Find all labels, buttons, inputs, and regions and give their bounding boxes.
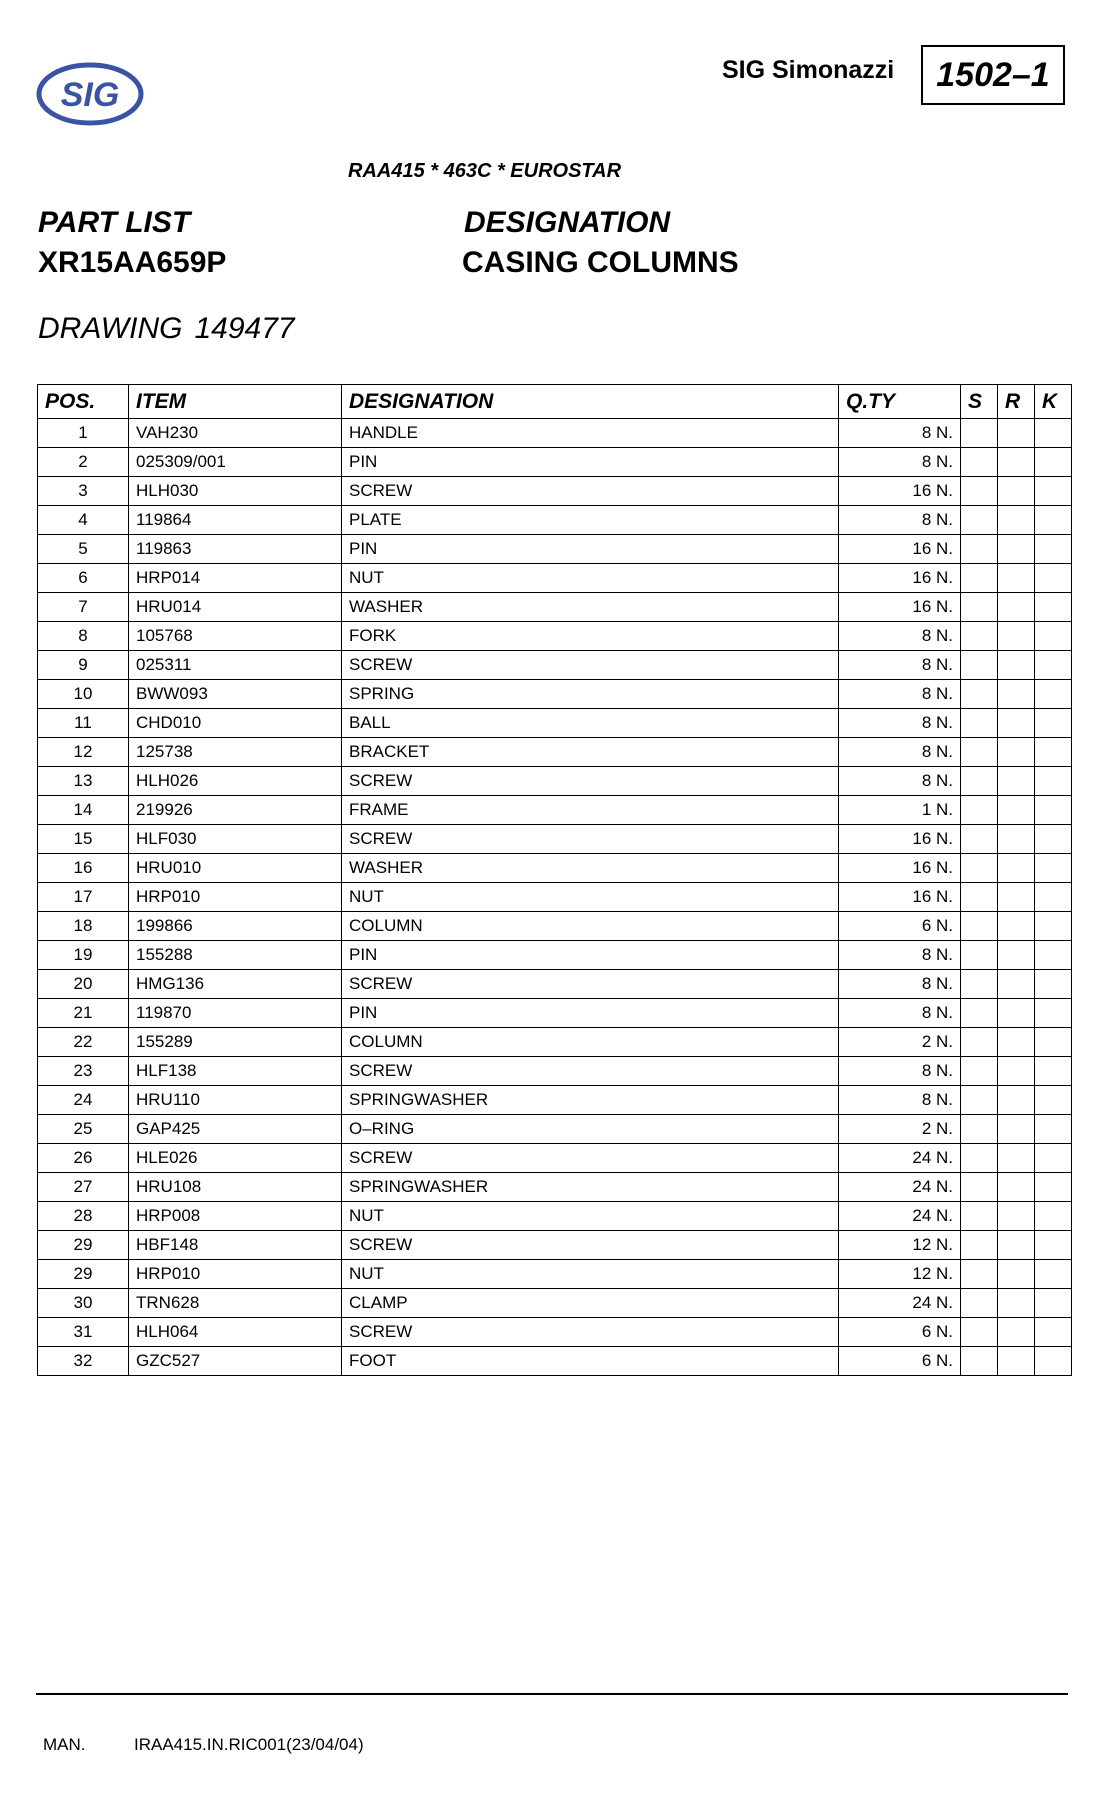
cell-pos: 29 bbox=[38, 1231, 129, 1260]
cell-s bbox=[961, 651, 998, 680]
cell-item: HLH064 bbox=[129, 1318, 342, 1347]
cell-r bbox=[998, 535, 1035, 564]
cell-k bbox=[1035, 999, 1072, 1028]
cell-designation: BALL bbox=[342, 709, 839, 738]
cell-designation: SCREW bbox=[342, 825, 839, 854]
cell-k bbox=[1035, 1115, 1072, 1144]
cell-qty: 8 N. bbox=[839, 419, 961, 448]
cell-qty: 12 N. bbox=[839, 1231, 961, 1260]
cell-item: 025311 bbox=[129, 651, 342, 680]
cell-qty: 8 N. bbox=[839, 999, 961, 1028]
table-row bbox=[38, 651, 1072, 680]
cell-k bbox=[1035, 1260, 1072, 1289]
table-row bbox=[38, 825, 1072, 854]
drawing-label: DRAWING bbox=[38, 312, 183, 345]
cell-qty: 6 N. bbox=[839, 1318, 961, 1347]
footer-man-label: MAN. bbox=[43, 1735, 86, 1754]
cell-qty: 8 N. bbox=[839, 651, 961, 680]
cell-designation: SCREW bbox=[342, 1231, 839, 1260]
cell-s bbox=[961, 1115, 998, 1144]
cell-qty: 24 N. bbox=[839, 1289, 961, 1318]
cell-pos: 25 bbox=[38, 1115, 129, 1144]
cell-designation: NUT bbox=[342, 883, 839, 912]
cell-pos: 19 bbox=[38, 941, 129, 970]
table-row bbox=[38, 709, 1072, 738]
cell-item: 119863 bbox=[129, 535, 342, 564]
table-row bbox=[38, 680, 1072, 709]
cell-k bbox=[1035, 709, 1072, 738]
cell-item: HLH026 bbox=[129, 767, 342, 796]
cell-designation: NUT bbox=[342, 564, 839, 593]
cell-s bbox=[961, 680, 998, 709]
cell-item: HLH030 bbox=[129, 477, 342, 506]
table-row bbox=[38, 1144, 1072, 1173]
cell-designation: WASHER bbox=[342, 593, 839, 622]
cell-s bbox=[961, 1144, 998, 1173]
table-row bbox=[38, 1318, 1072, 1347]
cell-qty: 8 N. bbox=[839, 709, 961, 738]
cell-k bbox=[1035, 796, 1072, 825]
cell-s bbox=[961, 419, 998, 448]
cell-k bbox=[1035, 651, 1072, 680]
cell-qty: 8 N. bbox=[839, 767, 961, 796]
cell-s bbox=[961, 506, 998, 535]
parts-table-body bbox=[38, 419, 1072, 1376]
cell-pos: 29 bbox=[38, 1260, 129, 1289]
table-row bbox=[38, 738, 1072, 767]
cell-s bbox=[961, 883, 998, 912]
cell-item: HBF148 bbox=[129, 1231, 342, 1260]
cell-r bbox=[998, 970, 1035, 999]
cell-item: HMG136 bbox=[129, 970, 342, 999]
cell-item: 199866 bbox=[129, 912, 342, 941]
cell-k bbox=[1035, 477, 1072, 506]
cell-item: 155288 bbox=[129, 941, 342, 970]
footer-divider bbox=[36, 1693, 1068, 1695]
cell-k bbox=[1035, 1202, 1072, 1231]
cell-s bbox=[961, 1173, 998, 1202]
cell-s bbox=[961, 796, 998, 825]
cell-s bbox=[961, 477, 998, 506]
cell-r bbox=[998, 1202, 1035, 1231]
table-row bbox=[38, 941, 1072, 970]
cell-r bbox=[998, 1173, 1035, 1202]
cell-item: HLE026 bbox=[129, 1144, 342, 1173]
cell-designation: COLUMN bbox=[342, 912, 839, 941]
cell-item: CHD010 bbox=[129, 709, 342, 738]
table-row bbox=[38, 1289, 1072, 1318]
table-header-row bbox=[38, 385, 1072, 419]
header-item: ITEM bbox=[129, 385, 342, 419]
cell-pos: 27 bbox=[38, 1173, 129, 1202]
cell-s bbox=[961, 593, 998, 622]
cell-k bbox=[1035, 854, 1072, 883]
cell-r bbox=[998, 912, 1035, 941]
cell-pos: 1 bbox=[38, 419, 129, 448]
cell-k bbox=[1035, 448, 1072, 477]
table-row bbox=[38, 796, 1072, 825]
cell-r bbox=[998, 999, 1035, 1028]
header-k: K bbox=[1035, 385, 1072, 419]
cell-designation: SCREW bbox=[342, 1144, 839, 1173]
cell-qty: 24 N. bbox=[839, 1173, 961, 1202]
header-r: R bbox=[998, 385, 1035, 419]
cell-k bbox=[1035, 593, 1072, 622]
cell-designation: SCREW bbox=[342, 651, 839, 680]
cell-s bbox=[961, 767, 998, 796]
cell-qty: 2 N. bbox=[839, 1028, 961, 1057]
cell-k bbox=[1035, 767, 1072, 796]
table-row bbox=[38, 970, 1072, 999]
cell-r bbox=[998, 738, 1035, 767]
cell-designation: SPRINGWASHER bbox=[342, 1086, 839, 1115]
cell-qty: 24 N. bbox=[839, 1202, 961, 1231]
cell-k bbox=[1035, 1144, 1072, 1173]
cell-item: 219926 bbox=[129, 796, 342, 825]
cell-item: GAP425 bbox=[129, 1115, 342, 1144]
cell-pos: 16 bbox=[38, 854, 129, 883]
designation-label: DESIGNATION bbox=[464, 206, 671, 239]
header-pos: POS. bbox=[38, 385, 129, 419]
cell-s bbox=[961, 1318, 998, 1347]
cell-item: HRU014 bbox=[129, 593, 342, 622]
cell-item: 119864 bbox=[129, 506, 342, 535]
table-row bbox=[38, 1347, 1072, 1376]
table-row bbox=[38, 535, 1072, 564]
table-row bbox=[38, 1202, 1072, 1231]
cell-s bbox=[961, 912, 998, 941]
cell-s bbox=[961, 622, 998, 651]
header-designation: DESIGNATION bbox=[342, 385, 839, 419]
cell-item: HRP008 bbox=[129, 1202, 342, 1231]
cell-r bbox=[998, 941, 1035, 970]
table-row bbox=[38, 1086, 1072, 1115]
cell-designation: PIN bbox=[342, 535, 839, 564]
drawing-number: 149477 bbox=[194, 312, 295, 345]
table-row bbox=[38, 477, 1072, 506]
cell-pos: 9 bbox=[38, 651, 129, 680]
cell-item: 105768 bbox=[129, 622, 342, 651]
cell-s bbox=[961, 1057, 998, 1086]
logo-text: SIG bbox=[60, 76, 120, 114]
company-name: SIG Simonazzi bbox=[722, 56, 895, 84]
cell-pos: 30 bbox=[38, 1289, 129, 1318]
cell-r bbox=[998, 854, 1035, 883]
cell-item: HRP010 bbox=[129, 1260, 342, 1289]
table-row bbox=[38, 622, 1072, 651]
cell-item: 025309/001 bbox=[129, 448, 342, 477]
cell-s bbox=[961, 535, 998, 564]
cell-designation: COLUMN bbox=[342, 1028, 839, 1057]
cell-k bbox=[1035, 1231, 1072, 1260]
cell-pos: 28 bbox=[38, 1202, 129, 1231]
cell-s bbox=[961, 970, 998, 999]
page-number-box bbox=[921, 45, 1065, 105]
cell-item: BWW093 bbox=[129, 680, 342, 709]
cell-designation: HANDLE bbox=[342, 419, 839, 448]
table-row bbox=[38, 1115, 1072, 1144]
cell-item: HRU010 bbox=[129, 854, 342, 883]
table-row bbox=[38, 506, 1072, 535]
cell-pos: 3 bbox=[38, 477, 129, 506]
cell-r bbox=[998, 1028, 1035, 1057]
cell-designation: FRAME bbox=[342, 796, 839, 825]
cell-r bbox=[998, 883, 1035, 912]
cell-pos: 14 bbox=[38, 796, 129, 825]
table-row bbox=[38, 1173, 1072, 1202]
cell-designation: CLAMP bbox=[342, 1289, 839, 1318]
cell-qty: 16 N. bbox=[839, 535, 961, 564]
cell-qty: 8 N. bbox=[839, 941, 961, 970]
cell-r bbox=[998, 506, 1035, 535]
cell-r bbox=[998, 825, 1035, 854]
cell-s bbox=[961, 941, 998, 970]
cell-designation: PIN bbox=[342, 999, 839, 1028]
cell-pos: 5 bbox=[38, 535, 129, 564]
cell-pos: 24 bbox=[38, 1086, 129, 1115]
cell-qty: 6 N. bbox=[839, 912, 961, 941]
table-row bbox=[38, 1231, 1072, 1260]
header-s: S bbox=[961, 385, 998, 419]
cell-pos: 12 bbox=[38, 738, 129, 767]
cell-designation: FOOT bbox=[342, 1347, 839, 1376]
cell-qty: 1 N. bbox=[839, 796, 961, 825]
cell-r bbox=[998, 1347, 1035, 1376]
cell-k bbox=[1035, 825, 1072, 854]
cell-qty: 16 N. bbox=[839, 593, 961, 622]
cell-item: 119870 bbox=[129, 999, 342, 1028]
cell-k bbox=[1035, 1318, 1072, 1347]
cell-qty: 12 N. bbox=[839, 1260, 961, 1289]
cell-qty: 16 N. bbox=[839, 883, 961, 912]
cell-designation: PLATE bbox=[342, 506, 839, 535]
cell-qty: 8 N. bbox=[839, 738, 961, 767]
cell-s bbox=[961, 854, 998, 883]
cell-designation: SPRING bbox=[342, 680, 839, 709]
model-line: RAA415 * 463C * EUROSTAR bbox=[348, 160, 622, 182]
cell-pos: 23 bbox=[38, 1057, 129, 1086]
cell-designation: WASHER bbox=[342, 854, 839, 883]
cell-r bbox=[998, 1318, 1035, 1347]
cell-pos: 15 bbox=[38, 825, 129, 854]
part-list-label: PART LIST bbox=[38, 206, 191, 239]
cell-s bbox=[961, 999, 998, 1028]
cell-s bbox=[961, 1086, 998, 1115]
cell-k bbox=[1035, 912, 1072, 941]
cell-designation: SCREW bbox=[342, 1318, 839, 1347]
cell-qty: 2 N. bbox=[839, 1115, 961, 1144]
cell-qty: 6 N. bbox=[839, 1347, 961, 1376]
cell-r bbox=[998, 796, 1035, 825]
cell-k bbox=[1035, 506, 1072, 535]
drawing-line bbox=[38, 312, 295, 346]
cell-r bbox=[998, 564, 1035, 593]
cell-item: HRU108 bbox=[129, 1173, 342, 1202]
cell-s bbox=[961, 1289, 998, 1318]
cell-item: HRP010 bbox=[129, 883, 342, 912]
cell-r bbox=[998, 1231, 1035, 1260]
cell-r bbox=[998, 1115, 1035, 1144]
cell-qty: 16 N. bbox=[839, 854, 961, 883]
cell-k bbox=[1035, 738, 1072, 767]
table-row bbox=[38, 912, 1072, 941]
cell-item: TRN628 bbox=[129, 1289, 342, 1318]
cell-qty: 8 N. bbox=[839, 1086, 961, 1115]
cell-designation: SCREW bbox=[342, 1057, 839, 1086]
cell-r bbox=[998, 1289, 1035, 1318]
page-number: 1502–1 bbox=[936, 55, 1050, 94]
cell-k bbox=[1035, 1173, 1072, 1202]
table-row bbox=[38, 999, 1072, 1028]
cell-k bbox=[1035, 1028, 1072, 1057]
cell-designation: SCREW bbox=[342, 477, 839, 506]
cell-qty: 16 N. bbox=[839, 477, 961, 506]
cell-r bbox=[998, 767, 1035, 796]
cell-pos: 26 bbox=[38, 1144, 129, 1173]
table-row bbox=[38, 1028, 1072, 1057]
table-row bbox=[38, 593, 1072, 622]
cell-item: HRP014 bbox=[129, 564, 342, 593]
cell-pos: 22 bbox=[38, 1028, 129, 1057]
cell-s bbox=[961, 825, 998, 854]
cell-qty: 16 N. bbox=[839, 564, 961, 593]
cell-qty: 8 N. bbox=[839, 622, 961, 651]
cell-s bbox=[961, 738, 998, 767]
cell-qty: 16 N. bbox=[839, 825, 961, 854]
cell-k bbox=[1035, 941, 1072, 970]
cell-r bbox=[998, 593, 1035, 622]
cell-pos: 8 bbox=[38, 622, 129, 651]
cell-r bbox=[998, 622, 1035, 651]
cell-k bbox=[1035, 680, 1072, 709]
cell-item: 155289 bbox=[129, 1028, 342, 1057]
cell-r bbox=[998, 709, 1035, 738]
cell-item: VAH230 bbox=[129, 419, 342, 448]
sig-logo bbox=[36, 62, 144, 126]
cell-qty: 24 N. bbox=[839, 1144, 961, 1173]
cell-designation: O–RING bbox=[342, 1115, 839, 1144]
table-row bbox=[38, 883, 1072, 912]
cell-s bbox=[961, 448, 998, 477]
cell-s bbox=[961, 1347, 998, 1376]
cell-designation: SPRINGWASHER bbox=[342, 1173, 839, 1202]
cell-pos: 20 bbox=[38, 970, 129, 999]
cell-r bbox=[998, 419, 1035, 448]
cell-pos: 4 bbox=[38, 506, 129, 535]
cell-k bbox=[1035, 970, 1072, 999]
cell-r bbox=[998, 448, 1035, 477]
designation-value: CASING COLUMNS bbox=[462, 246, 739, 279]
cell-r bbox=[998, 651, 1035, 680]
cell-pos: 21 bbox=[38, 999, 129, 1028]
cell-pos: 17 bbox=[38, 883, 129, 912]
cell-designation: PIN bbox=[342, 941, 839, 970]
cell-qty: 8 N. bbox=[839, 970, 961, 999]
cell-designation: PIN bbox=[342, 448, 839, 477]
cell-pos: 6 bbox=[38, 564, 129, 593]
cell-k bbox=[1035, 622, 1072, 651]
cell-r bbox=[998, 1086, 1035, 1115]
footer-doc-ref: IRAA415.IN.RIC001(23/04/04) bbox=[134, 1735, 364, 1754]
cell-item: HLF030 bbox=[129, 825, 342, 854]
cell-k bbox=[1035, 1347, 1072, 1376]
table-row bbox=[38, 1260, 1072, 1289]
cell-qty: 8 N. bbox=[839, 448, 961, 477]
table-row bbox=[38, 854, 1072, 883]
cell-pos: 10 bbox=[38, 680, 129, 709]
table-row bbox=[38, 419, 1072, 448]
cell-pos: 18 bbox=[38, 912, 129, 941]
part-list-code: XR15AA659P bbox=[38, 246, 227, 279]
cell-pos: 11 bbox=[38, 709, 129, 738]
cell-r bbox=[998, 1260, 1035, 1289]
parts-table bbox=[37, 384, 1072, 1376]
cell-item: HLF138 bbox=[129, 1057, 342, 1086]
cell-s bbox=[961, 1231, 998, 1260]
table-row bbox=[38, 1057, 1072, 1086]
cell-designation: SCREW bbox=[342, 767, 839, 796]
cell-pos: 13 bbox=[38, 767, 129, 796]
cell-r bbox=[998, 680, 1035, 709]
cell-k bbox=[1035, 883, 1072, 912]
cell-k bbox=[1035, 564, 1072, 593]
cell-s bbox=[961, 709, 998, 738]
cell-item: HRU110 bbox=[129, 1086, 342, 1115]
cell-k bbox=[1035, 1289, 1072, 1318]
cell-pos: 31 bbox=[38, 1318, 129, 1347]
cell-r bbox=[998, 1057, 1035, 1086]
cell-r bbox=[998, 477, 1035, 506]
cell-designation: BRACKET bbox=[342, 738, 839, 767]
table-row bbox=[38, 448, 1072, 477]
cell-pos: 2 bbox=[38, 448, 129, 477]
cell-s bbox=[961, 564, 998, 593]
cell-k bbox=[1035, 1086, 1072, 1115]
cell-qty: 8 N. bbox=[839, 506, 961, 535]
header-qty: Q.TY bbox=[839, 385, 961, 419]
cell-r bbox=[998, 1144, 1035, 1173]
cell-k bbox=[1035, 419, 1072, 448]
cell-designation: NUT bbox=[342, 1202, 839, 1231]
cell-qty: 8 N. bbox=[839, 1057, 961, 1086]
cell-pos: 7 bbox=[38, 593, 129, 622]
table-row bbox=[38, 564, 1072, 593]
cell-item: 125738 bbox=[129, 738, 342, 767]
cell-s bbox=[961, 1028, 998, 1057]
cell-designation: NUT bbox=[342, 1260, 839, 1289]
table-row bbox=[38, 767, 1072, 796]
cell-k bbox=[1035, 1057, 1072, 1086]
cell-s bbox=[961, 1260, 998, 1289]
cell-qty: 8 N. bbox=[839, 680, 961, 709]
cell-designation: FORK bbox=[342, 622, 839, 651]
cell-designation: SCREW bbox=[342, 970, 839, 999]
cell-s bbox=[961, 1202, 998, 1231]
cell-pos: 32 bbox=[38, 1347, 129, 1376]
cell-item: GZC527 bbox=[129, 1347, 342, 1376]
cell-k bbox=[1035, 535, 1072, 564]
